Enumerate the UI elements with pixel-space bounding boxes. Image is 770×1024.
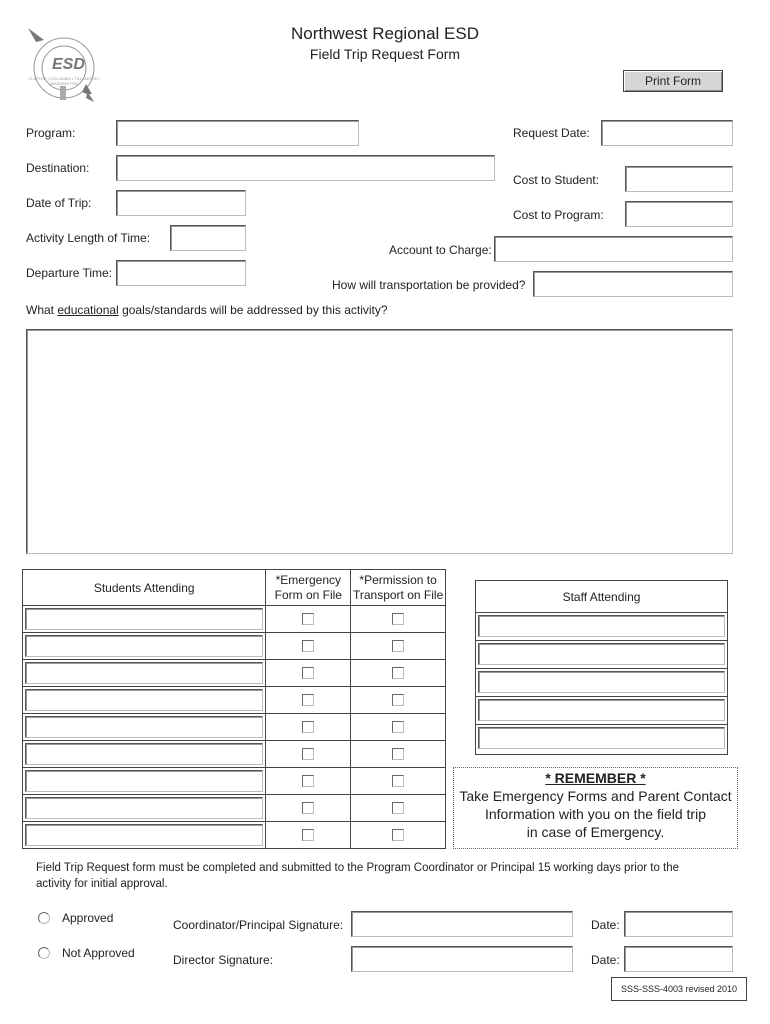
approved-label: Approved xyxy=(62,911,114,925)
student-row xyxy=(23,687,446,714)
permission-cell xyxy=(351,741,446,768)
logo-ring-text: CLATSOP • COLUMBIA • TILLAMOOK • WASHINGTON xyxy=(28,76,100,86)
director-signature-label: Director Signature: xyxy=(173,953,274,967)
staff-name-field[interactable] xyxy=(478,615,725,637)
student-row xyxy=(23,822,446,849)
emergency-form-checkbox[interactable] xyxy=(302,694,314,706)
goals-label-pre: What xyxy=(26,303,58,317)
permission-cell xyxy=(351,606,446,633)
cost-program-label: Cost to Program: xyxy=(513,208,604,222)
student-cell xyxy=(23,822,266,849)
students-table xyxy=(22,569,446,849)
student-cell xyxy=(23,714,266,741)
emergency-header xyxy=(266,570,351,606)
remember-line2: Information with you on the field trip xyxy=(484,806,706,822)
student-cell xyxy=(23,741,266,768)
logo-text: ESD xyxy=(52,56,85,73)
emergency-cell xyxy=(266,795,351,822)
student-name-field[interactable] xyxy=(25,743,263,765)
transport-permission-checkbox[interactable] xyxy=(392,640,404,652)
student-name-field[interactable] xyxy=(25,797,263,819)
permission-cell xyxy=(351,822,446,849)
form-org-title: Northwest Regional ESD xyxy=(290,24,480,43)
goals-label-underlined: educational xyxy=(57,303,119,317)
remember-line3: in case of Emergency. xyxy=(526,824,665,840)
not-approved-label: Not Approved xyxy=(62,946,135,960)
not-approved-radio[interactable] xyxy=(38,947,50,959)
goals-textarea[interactable] xyxy=(26,329,733,554)
emergency-cell xyxy=(266,606,351,633)
transport-permission-checkbox[interactable] xyxy=(392,802,404,814)
departure-field[interactable] xyxy=(116,260,246,286)
submission-note-line2: activity for initial approval. xyxy=(36,878,168,890)
student-cell xyxy=(23,606,266,633)
emergency-form-checkbox[interactable] xyxy=(302,721,314,733)
student-name-field[interactable] xyxy=(25,635,263,657)
cost-student-field[interactable] xyxy=(625,166,733,192)
transport-permission-checkbox[interactable] xyxy=(392,694,404,706)
destination-field[interactable] xyxy=(116,155,495,181)
student-cell xyxy=(23,768,266,795)
permission-cell xyxy=(351,687,446,714)
remember-title: * REMEMBER * xyxy=(545,770,646,786)
student-row xyxy=(23,633,446,660)
coordinator-signature-label: Coordinator/Principal Signature: xyxy=(173,918,344,932)
emergency-form-checkbox[interactable] xyxy=(302,667,314,679)
activity-length-label: Activity Length of Time: xyxy=(26,231,151,245)
student-row xyxy=(23,660,446,687)
staff-row xyxy=(476,613,727,641)
permission-header-line2: Transport on File xyxy=(352,587,444,602)
student-row xyxy=(23,741,446,768)
emergency-form-checkbox[interactable] xyxy=(302,775,314,787)
permission-cell xyxy=(351,795,446,822)
cost-student-label: Cost to Student: xyxy=(513,173,600,187)
student-row xyxy=(23,768,446,795)
date-of-trip-label: Date of Trip: xyxy=(26,196,92,210)
staff-row xyxy=(476,697,727,725)
student-name-field[interactable] xyxy=(25,608,263,630)
date2-field[interactable] xyxy=(624,946,733,972)
emergency-form-checkbox[interactable] xyxy=(302,829,314,841)
permission-cell xyxy=(351,714,446,741)
staff-name-field[interactable] xyxy=(478,643,725,665)
transport-permission-checkbox[interactable] xyxy=(392,721,404,733)
staff-name-field[interactable] xyxy=(478,699,725,721)
program-field[interactable] xyxy=(116,120,359,146)
emergency-header-line2: Form on File xyxy=(274,587,342,602)
emergency-header-line1: *Emergency xyxy=(275,572,341,587)
form-title: Field Trip Request Form xyxy=(309,46,461,62)
student-name-field[interactable] xyxy=(25,770,263,792)
goals-label xyxy=(26,303,388,317)
student-cell xyxy=(23,633,266,660)
permission-header-line1: *Permission to xyxy=(359,572,437,587)
transportation-field[interactable] xyxy=(533,271,733,297)
form-id-box xyxy=(611,977,747,1001)
departure-label: Departure Time: xyxy=(26,266,113,280)
student-cell xyxy=(23,795,266,822)
transport-permission-checkbox[interactable] xyxy=(392,748,404,760)
program-label: Program: xyxy=(26,126,76,140)
permission-header xyxy=(351,570,446,606)
student-row xyxy=(23,795,446,822)
student-cell xyxy=(23,660,266,687)
transport-permission-checkbox[interactable] xyxy=(392,829,404,841)
student-name-field[interactable] xyxy=(25,716,263,738)
date1-label: Date: xyxy=(591,918,620,932)
print-form-button[interactable]: Print Form xyxy=(623,70,723,92)
account-field[interactable] xyxy=(494,236,733,262)
emergency-cell xyxy=(266,633,351,660)
account-label: Account to Charge: xyxy=(389,243,492,257)
staff-name-field[interactable] xyxy=(478,671,725,693)
destination-label: Destination: xyxy=(26,161,90,175)
emergency-cell xyxy=(266,660,351,687)
student-cell xyxy=(23,687,266,714)
remember-box xyxy=(453,767,738,849)
emergency-form-checkbox[interactable] xyxy=(302,640,314,652)
emergency-cell xyxy=(266,714,351,741)
transport-permission-checkbox[interactable] xyxy=(392,613,404,625)
activity-length-field[interactable] xyxy=(170,225,246,251)
student-row xyxy=(23,714,446,741)
staff-row xyxy=(476,641,727,669)
cost-program-field[interactable] xyxy=(625,201,733,227)
emergency-cell xyxy=(266,768,351,795)
date-of-trip-field[interactable] xyxy=(116,190,246,216)
emergency-cell xyxy=(266,822,351,849)
transport-permission-checkbox[interactable] xyxy=(392,775,404,787)
date1-field[interactable] xyxy=(624,911,733,937)
staff-row xyxy=(476,669,727,697)
submission-note-line1: Field Trip Request form must be completed and submitted to the Program Coordinator or Principal 15 working days prior to the xyxy=(36,862,680,874)
permission-cell xyxy=(351,768,446,795)
student-name-field[interactable] xyxy=(25,662,263,684)
goals-label-post: goals/standards will be addressed by this activity? xyxy=(118,303,388,317)
student-row xyxy=(23,606,446,633)
staff-header: Staff Attending xyxy=(476,581,727,613)
emergency-form-checkbox[interactable] xyxy=(302,613,314,625)
staff-row xyxy=(476,725,727,753)
remember-line1: Take Emergency Forms and Parent Contact xyxy=(459,788,732,804)
approved-radio[interactable] xyxy=(38,912,50,924)
permission-cell xyxy=(351,633,446,660)
transport-permission-checkbox[interactable] xyxy=(392,667,404,679)
emergency-form-checkbox[interactable] xyxy=(302,748,314,760)
transportation-label: How will transportation be provided? xyxy=(332,278,526,292)
emergency-cell xyxy=(266,741,351,768)
staff-table xyxy=(475,580,728,755)
student-name-field[interactable] xyxy=(25,689,263,711)
request-date-label: Request Date: xyxy=(513,126,590,140)
permission-cell xyxy=(351,660,446,687)
staff-name-field[interactable] xyxy=(478,727,725,749)
student-name-field[interactable] xyxy=(25,824,263,846)
emergency-form-checkbox[interactable] xyxy=(302,802,314,814)
students-header: Students Attending xyxy=(23,570,266,606)
coordinator-signature-field[interactable] xyxy=(351,911,573,937)
date2-label: Date: xyxy=(591,953,620,967)
request-date-field[interactable] xyxy=(601,120,733,146)
director-signature-field[interactable] xyxy=(351,946,573,972)
emergency-cell xyxy=(266,687,351,714)
form-id-text: SSS-SSS-4003 revised 2010 xyxy=(620,984,738,994)
